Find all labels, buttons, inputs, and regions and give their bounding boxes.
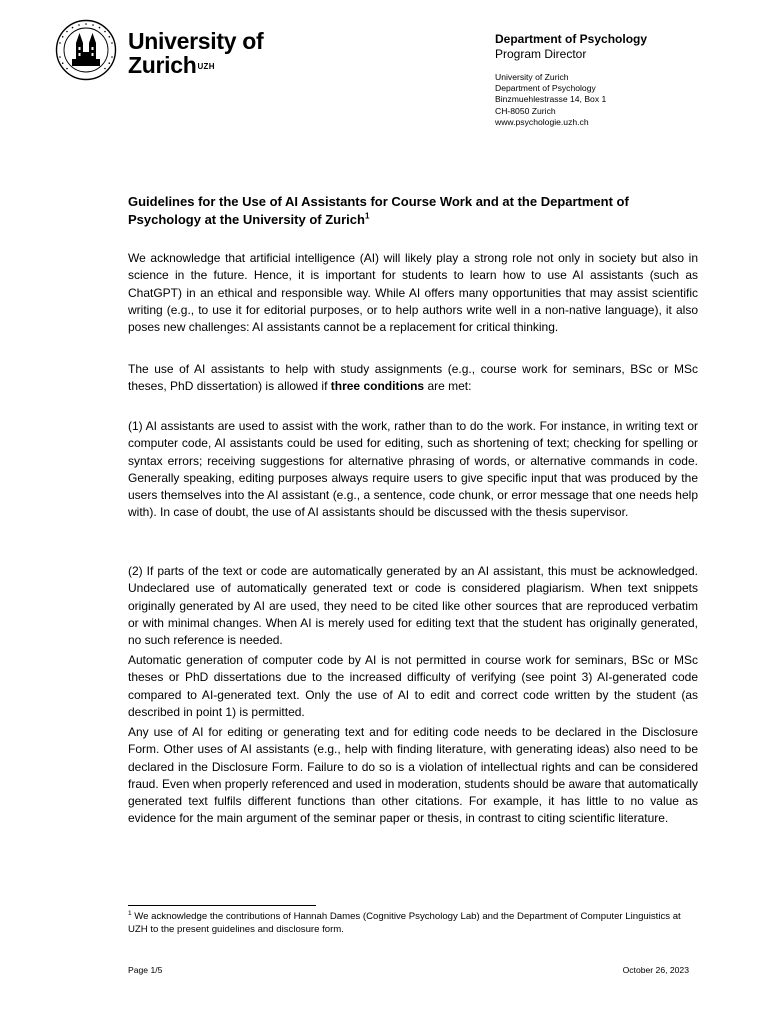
- address-block: [495, 72, 735, 128]
- paragraph-disclosure: Any use of AI for editing or generating text and for editing code needs to be declared in the Disclosure Form. Other uses of AI assistants (e.g., help with finding literature, with generating ideas) also need to be declared in the Disclosure Form. Failure to do so is a violation of intellectual rights and can be considered fraud. Even when properly referenced and used in moderation, students should be aware that automatically generated text fulfils different functions than other citations. For example, it has little to no value as evidence for the main argument of the seminar paper or thesis, in contrast to citing scientific literature.: [128, 725, 698, 826]
- paragraph-code-generation: Automatic generation of computer code by AI is not permitted in course work for seminars, BSc or MSc theses or PhD dissertations due to the increased difficulty of verifying (see point 3) AI-generated code compared to AI-generated text. Only the use of AI to edit and correct code written by the student (as described in point 1) is permitted.: [128, 653, 698, 719]
- paragraph-intro: We acknowledge that artificial intelligence (AI) will likely play a strong role not only in society but also in science in the future. Hence, it is important for students to learn how to use AI assistants (such as ChatGPT) in an ethical and responsible way. While AI offers many opportunities that may assist scientific writing (e.g., to use it for editorial purposes, or to help authors write well in a non-native language), it also poses new challenges: AI assistants cannot be a replacement for critical thinking.: [128, 251, 698, 335]
- title-text: Guidelines for the Use of AI Assistants for Course Work and at the Department of Psychology at the University of Zurich: [128, 194, 629, 227]
- footnote-text: We acknowledge the contributions of Hannah Dames (Cognitive Psychology Lab) and the Department of Computer Linguistics at UZH to the present guidelines and disclosure form.: [128, 911, 681, 935]
- conditions-emphasis: three conditions: [330, 379, 425, 394]
- address-line: University of Zurich: [495, 72, 569, 82]
- footnote-marker: 1: [128, 909, 132, 917]
- page-number: Page 1/5: [128, 965, 163, 975]
- logo-line-1: University of: [128, 28, 264, 54]
- logo-line-2: Zurich: [128, 52, 197, 78]
- department-role: Program Director: [495, 47, 587, 61]
- department-header: [495, 32, 735, 62]
- department-name: Department of Psychology: [495, 32, 648, 46]
- conditions-text-after: are met:: [424, 379, 472, 394]
- paragraph-condition-2: (2) If parts of the text or code are automatically generated by an AI assistant, this must be acknowledged. Undeclared use of automatically generated text or code is considered plagiarism. When text snippets originally generated by AI are used, they need to be cited like other sources that are reproduced verbatim or with minimal changes. When AI is merely used for editing text that the student has originally generated, no such reference is needed.: [128, 564, 698, 648]
- address-line: Binzmuehlestrasse 14, Box 1: [495, 94, 607, 105]
- footnote: [128, 911, 698, 936]
- university-logo: [55, 19, 275, 81]
- title-footnote-ref[interactable]: 1: [364, 211, 370, 221]
- address-line: Department of Psychology: [495, 83, 596, 94]
- logo-wordmark: [128, 29, 263, 77]
- paragraph-conditions: [128, 361, 698, 396]
- paragraph-condition-1: (1) AI assistants are used to assist with the work, rather than to do the work. For instance, in writing text or computer code, AI assistants could be used for editing, such as shortening of text; checking for spelling or syntax errors; receiving suggestions for alternative phrasing of words, or alternative commands in code. Generally speaking, editing purposes always require users to give specific input that was produced by the users themselves into the AI assistant (e.g., a sentence, code chunk, or error message that one needs help with). In case of doubt, the use of AI assistants should be discussed with the thesis supervisor.: [128, 419, 698, 520]
- conditions-text-before: The use of AI assistants to help with study assignments (e.g., course work for seminars, BSc or MSc theses, PhD dissertation) is allowed if: [128, 362, 698, 394]
- document-title: [128, 193, 698, 229]
- address-line: CH-8050 Zurich: [495, 105, 556, 116]
- logo-suffix: UZH: [197, 62, 215, 71]
- footnote-divider: [128, 905, 316, 906]
- website-link[interactable]: www.psychologie.uzh.ch: [495, 116, 589, 127]
- university-seal-icon: [55, 19, 117, 81]
- document-date: October 26, 2023: [622, 965, 689, 975]
